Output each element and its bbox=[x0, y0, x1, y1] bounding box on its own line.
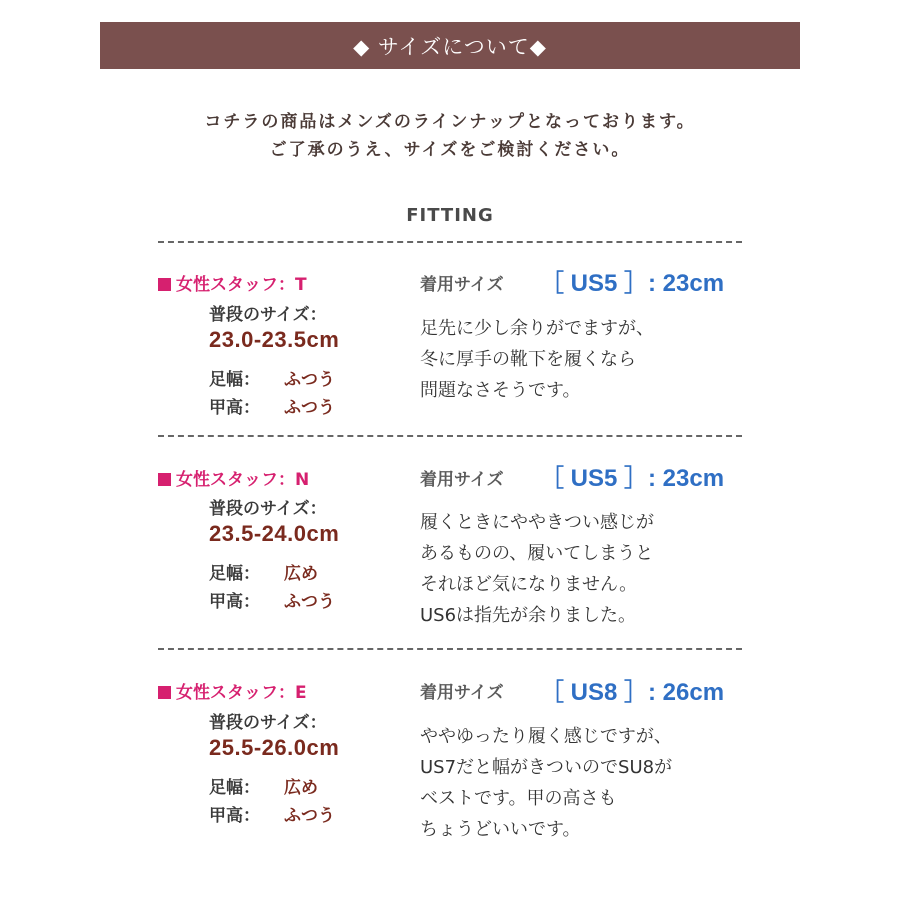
instep-value: ふつう bbox=[284, 398, 335, 418]
comment-line: 冬に厚手の靴下を履くなら bbox=[420, 349, 636, 370]
comment-line: 履くときにややきつい感じが bbox=[420, 512, 654, 533]
width-label: 足幅： bbox=[209, 370, 260, 390]
notice-line-1: コチラの商品はメンズのラインナップとなっております。 bbox=[204, 112, 696, 132]
width-label: 足幅： bbox=[209, 564, 260, 584]
instep-value: ふつう bbox=[284, 806, 335, 826]
divider bbox=[158, 435, 742, 437]
usual-size-value: 25.5-26.0cm bbox=[209, 735, 340, 760]
usual-size-label: 普段のサイズ： bbox=[209, 305, 327, 325]
worn-size-value: ［ US8 ］: 26cm bbox=[540, 679, 725, 706]
width-value: 広め bbox=[284, 564, 318, 584]
instep-label: 甲高： bbox=[209, 806, 260, 826]
divider bbox=[158, 241, 742, 243]
instep-value: ふつう bbox=[284, 592, 335, 612]
instep-label: 甲高： bbox=[209, 592, 260, 612]
comment-line: あるものの、履いてしまうと bbox=[420, 543, 654, 564]
banner-title: ◆ サイズについて◆ bbox=[353, 34, 547, 59]
size-info-banner bbox=[100, 22, 800, 69]
comment-line: 足先に少し余りがでますが、 bbox=[420, 318, 654, 339]
comment-line: 問題なさそうです。 bbox=[420, 380, 581, 401]
staff-name-t: 女性スタッフ：T bbox=[158, 270, 307, 295]
wear-size-label: 着用サイズ bbox=[420, 470, 504, 490]
instep-label: 甲高： bbox=[209, 398, 260, 418]
usual-size-value: 23.5-24.0cm bbox=[209, 521, 340, 546]
divider bbox=[158, 648, 742, 650]
notice-line-2: ご了承のうえ、サイズをご検討ください。 bbox=[269, 140, 631, 160]
wear-size-label: 着用サイズ bbox=[420, 683, 504, 703]
width-value: 広め bbox=[284, 778, 318, 798]
width-label: 足幅： bbox=[209, 778, 260, 798]
staff-name-n: 女性スタッフ：N bbox=[158, 465, 309, 490]
worn-size-value: ［ US5 ］: 23cm bbox=[540, 270, 725, 297]
comment-line: それほど気になりません。 bbox=[420, 574, 638, 595]
comment-line: ややゆったり履く感じですが、 bbox=[420, 726, 672, 747]
comment-line: ちょうどいいです。 bbox=[420, 819, 581, 840]
fitting-heading: FITTING bbox=[406, 205, 494, 226]
usual-size-label: 普段のサイズ： bbox=[209, 713, 327, 733]
square-bullet-icon bbox=[158, 278, 171, 291]
worn-size-value: ［ US5 ］: 23cm bbox=[540, 465, 725, 492]
staff-name-e: 女性スタッフ：E bbox=[158, 678, 307, 703]
square-bullet-icon bbox=[158, 473, 171, 486]
wear-size-label: 着用サイズ bbox=[420, 275, 504, 295]
width-value: ふつう bbox=[284, 370, 335, 390]
comment-line: US7だと幅がきついのでSU8が bbox=[420, 757, 673, 778]
usual-size-label: 普段のサイズ： bbox=[209, 499, 327, 519]
square-bullet-icon bbox=[158, 686, 171, 699]
usual-size-value: 23.0-23.5cm bbox=[209, 327, 340, 352]
comment-line: US6は指先が余りました。 bbox=[420, 605, 637, 626]
comment-line: ベストです。甲の高さも bbox=[420, 788, 617, 809]
